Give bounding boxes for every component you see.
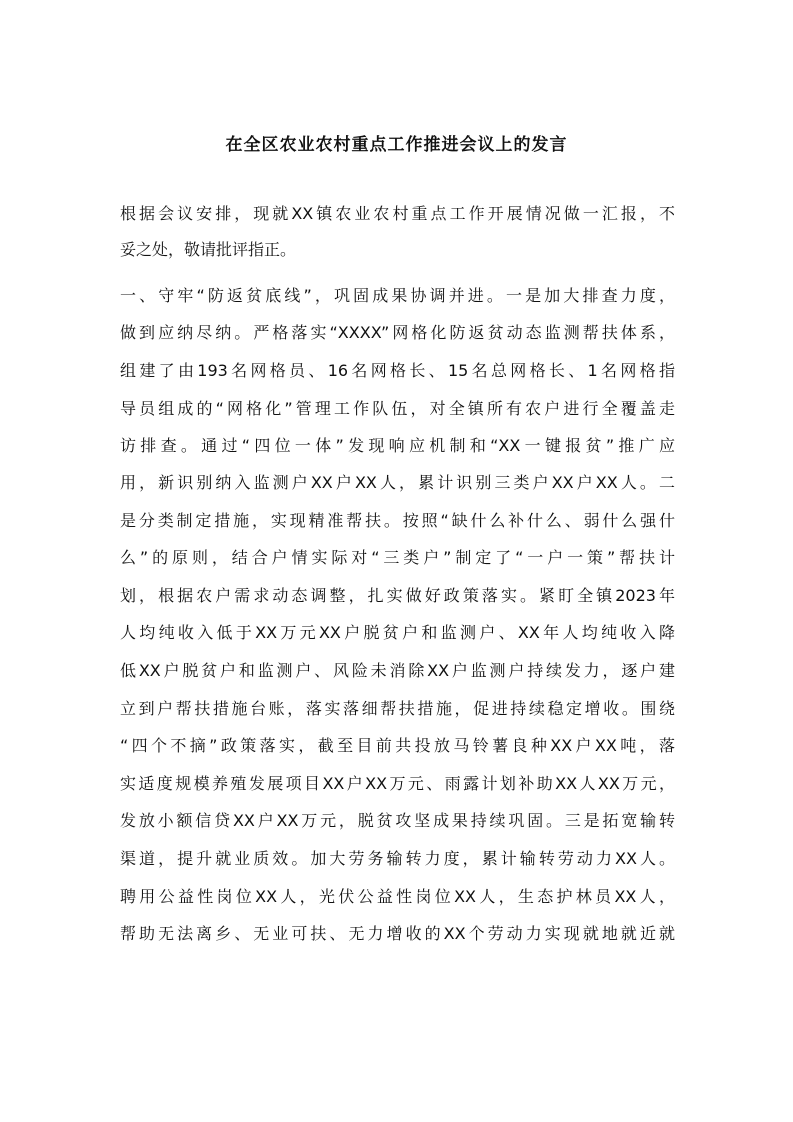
- paragraph-line: 渠道，提升就业质效。加大劳务输转力度，累计输转劳动力XX人。: [120, 849, 675, 868]
- paragraph-line: 么”的原则，结合户情实际对“三类户”制定了“一户一策”帮扶计: [120, 548, 675, 567]
- paragraph-line: 聘用公益性岗位XX人，光伏公益性岗位XX人，生态护林员XX人，: [120, 887, 675, 906]
- paragraph-line: 访排查。通过“四位一体”发现响应机制和“XX一键报贫”推广应: [120, 436, 675, 455]
- document-title: 在全区农业农村重点工作推进会议上的发言: [225, 135, 568, 155]
- paragraph-line: 低XX户脱贫户和监测户、风险未消除XX户监测户持续发力，逐户建: [120, 661, 675, 680]
- paragraph-line: 是分类制定措施，实现精准帮扶。按照“缺什么补什么、弱什么强什: [120, 511, 675, 530]
- paragraph-line: 用，新识别纳入监测户XX户XX人，累计识别三类户XX户XX人。二: [120, 473, 675, 492]
- paragraph-line: 根据会议安排，现就XX镇农业农村重点工作开展情况做一汇报，不: [120, 204, 675, 223]
- paragraph-line: 妥之处，敬请批评指正。: [120, 240, 297, 259]
- paragraph-line: 帮助无法离乡、无业可扶、无力增收的XX个劳动力实现就地就近就: [120, 924, 675, 943]
- paragraph-line: 人均纯收入低于XX万元XX户脱贫户和监测户、XX年人均纯收入降: [120, 623, 675, 642]
- paragraph-line: 实适度规模养殖发展项目XX户XX万元、雨露计划补助XX人XX万元，: [120, 774, 675, 793]
- paragraph-line: 立到户帮扶措施台账，落实落细帮扶措施，促进持续稳定增收。围绕: [120, 699, 675, 718]
- paragraph-line: 一、守牢“防返贫底线”，巩固成果协调并进。一是加大排查力度，: [120, 286, 675, 305]
- paragraph-line: “四个不摘”政策落实，截至目前共投放马铃薯良种XX户XX吨，落: [120, 736, 675, 755]
- paragraph-line: 发放小额信贷XX户XX万元，脱贫攻坚成果持续巩固。三是拓宽输转: [120, 811, 675, 830]
- paragraph-line: 组建了由193名网格员、16名网格长、15名总网格长、1名网格指: [120, 361, 675, 380]
- paragraph-line: 做到应纳尽纳。严格落实“XXXX”网格化防返贫动态监测帮扶体系，: [120, 323, 675, 342]
- paragraph-line: 导员组成的“网格化”管理工作队伍，对全镇所有农户进行全覆盖走: [120, 399, 675, 418]
- paragraph-line: 划，根据农户需求动态调整，扎实做好政策落实。紧盯全镇2023年: [120, 586, 675, 605]
